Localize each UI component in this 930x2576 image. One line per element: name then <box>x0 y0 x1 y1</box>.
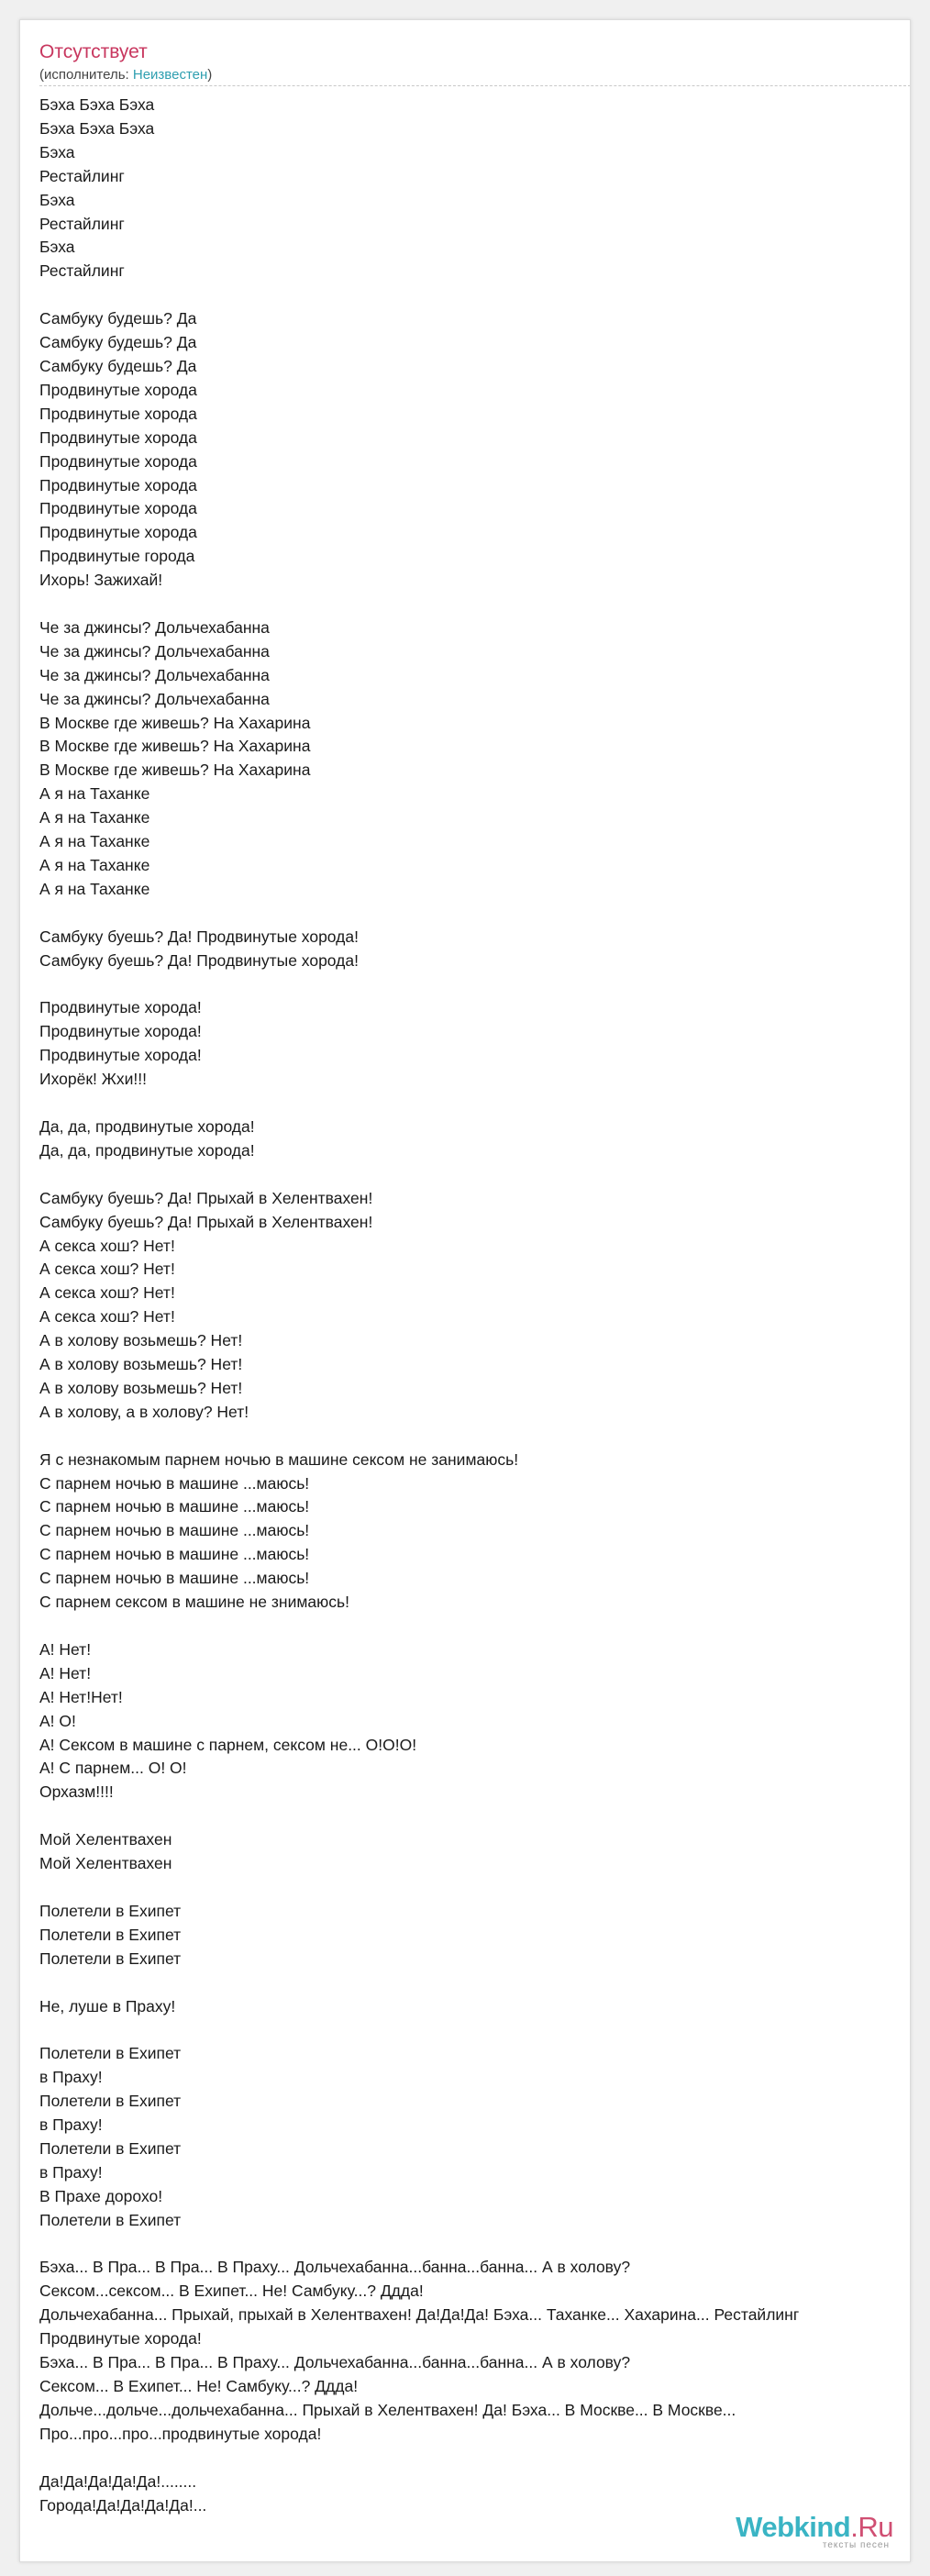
lyrics-line: Самбуку будешь? Да <box>39 309 197 328</box>
lyrics-line: Рестайлинг <box>39 166 125 185</box>
lyrics-blank-line <box>39 973 911 997</box>
lyrics-line: Самбуку буешь? Да! Продвинутые хорода! <box>39 950 359 970</box>
lyrics-blank-line <box>39 2233 911 2257</box>
lyrics-line: Орхазм!!!! <box>39 1782 114 1802</box>
lyrics-blank-line <box>39 1804 911 1828</box>
lyrics-line: в Праху! <box>39 2115 103 2135</box>
lyrics-line: Ихорь! Зажихай! <box>39 571 163 590</box>
lyrics-line: Бэха... В Пра... В Пра... В Праху... Дольчехабанна...банна...банна... А в холову? <box>39 2258 631 2277</box>
title-divider <box>39 85 911 86</box>
lyrics-line: Самбуку буешь? Да! Прыхай в Хелентвахен! <box>39 1188 373 1207</box>
lyrics-line: Бэха <box>39 238 75 257</box>
lyrics-blank-line <box>39 2018 911 2042</box>
lyrics-line: Полетели в Ехипет <box>39 1949 182 1968</box>
lyrics-line: в Праху! <box>39 2162 103 2182</box>
lyrics-blank-line <box>39 1163 911 1187</box>
lyrics-line: А я на Таханке <box>39 879 150 898</box>
song-card <box>19 19 911 2562</box>
lyrics-line: Че за джинсы? Дольчехабанна <box>39 689 270 708</box>
lyrics-line: Сексом... В Ехипет... Не! Самбуку...? Дддa! <box>39 2377 359 2395</box>
lyrics-line: Продвинутые города <box>39 547 195 566</box>
lyrics-text <box>39 94 911 2517</box>
lyrics-line: Че за джинсы? Дольчехабанна <box>39 641 270 661</box>
lyrics-line: Дольче...дольче...дольчехабанна... Прыхай в Хелентвахен! Да! Бэха... В Москве... В Москве... <box>39 2400 736 2419</box>
lyrics-line: С парнем ночью в машине ...маюсь! <box>39 1569 310 1588</box>
lyrics-line: Да, да, продвинутые хорода! <box>39 1116 255 1136</box>
artist-link[interactable]: Неизвестен <box>132 67 208 83</box>
lyrics-line: А я на Таханке <box>39 832 150 851</box>
lyrics-line: А секса хош? Нет! <box>39 1307 175 1327</box>
lyrics-line: В Москве где живешь? На Хахарина <box>39 761 311 780</box>
lyrics-line: А в холову, а в холову? Нет! <box>39 1402 249 1421</box>
logo-tagline: тексты песен <box>822 2540 890 2550</box>
lyrics-line: А! Нет! <box>39 1663 92 1682</box>
lyrics-line: А! Сексом в машине с парнем, сексом не... О!О!О! <box>39 1735 417 1754</box>
lyrics-blank-line <box>39 593 911 616</box>
lyrics-line: А! О! <box>39 1711 76 1730</box>
artist-line <box>39 67 212 83</box>
lyrics-blank-line <box>39 2447 911 2471</box>
lyrics-line: Не, луше в Праху! <box>39 1996 176 2015</box>
lyrics-line: Мой Хелентвахен <box>39 1830 172 1849</box>
lyrics-line: В Прахе дорохо! <box>39 2186 163 2205</box>
lyrics-line: С парнем ночью в машине ...маюсь! <box>39 1521 310 1540</box>
logo-suffix: .Ru <box>850 2511 893 2543</box>
lyrics-line: А в холову возьмешь? Нет! <box>39 1378 243 1397</box>
lyrics-line: Сексом...сексом... В Ехипет... Не! Самбуку...? Дддa! <box>39 2282 424 2301</box>
lyrics-blank-line <box>39 902 911 926</box>
lyrics-line: Мой Хелентвахен <box>39 1854 172 1873</box>
lyrics-blank-line <box>39 1092 911 1116</box>
lyrics-line: Дольчехабанна... Прыхай, прыхай в Хелентвахен! Да!Да!Да! Бэха... Таханке... Хахарина... Рестайлинг <box>39 2305 800 2325</box>
lyrics-line: Рестайлинг <box>39 214 125 233</box>
lyrics-line: Полетели в Ехипет <box>39 2092 182 2111</box>
lyrics-blank-line <box>39 1425 911 1449</box>
lyrics-line: Рестайлинг <box>39 261 125 281</box>
lyrics-line: А! Нет!Нет! <box>39 1687 123 1706</box>
artist-prefix: (исполнитель: <box>39 67 133 83</box>
lyrics-line: А я на Таханке <box>39 784 150 804</box>
lyrics-line: Полетели в Ехипет <box>39 2044 182 2063</box>
lyrics-line: Я с незнакомым парнем ночью в машине сексом не занимаюсь! <box>39 1449 519 1469</box>
lyrics-line: Ихорёк! Жхи!!! <box>39 1070 147 1089</box>
lyrics-line: Продвинутые хорода <box>39 427 197 447</box>
lyrics-line: В Москве где живешь? На Хахарина <box>39 713 311 732</box>
lyrics-line: Продвинутые хорода <box>39 404 197 423</box>
lyrics-line: Бэха <box>39 190 75 209</box>
artist-suffix: ) <box>207 67 213 83</box>
lyrics-line: А я на Таханке <box>39 808 150 827</box>
lyrics-line: Бэха... В Пра... В Пра... В Праху... Дольчехабанна...банна...банна... А в холову? <box>39 2353 631 2372</box>
lyrics-line: Продвинутые хорода <box>39 499 197 518</box>
lyrics-line: А секса хош? Нет! <box>39 1260 175 1279</box>
lyrics-line: Да, да, продвинутые хорода! <box>39 1140 255 1160</box>
lyrics-line: Города!Да!Да!Да!Да!... <box>39 2495 207 2515</box>
lyrics-line: Да!Да!Да!Да!Да!........ <box>39 2471 197 2491</box>
logo-main-text: Webkind <box>736 2511 851 2543</box>
lyrics-line: в Праху! <box>39 2068 103 2087</box>
lyrics-line: А! С парнем... О! О! <box>39 1759 187 1778</box>
lyrics-line: С парнем ночью в машине ...маюсь! <box>39 1545 310 1564</box>
lyrics-line: Продвинутые хорода <box>39 380 197 399</box>
lyrics-line: Че за джинсы? Дольчехабанна <box>39 617 270 637</box>
lyrics-line: Че за джинсы? Дольчехабанна <box>39 665 270 684</box>
lyrics-line: Бэха <box>39 142 75 161</box>
logo-wordmark <box>736 2513 893 2542</box>
lyrics-line: Бэха Бэха Бэха <box>39 118 155 138</box>
site-logo[interactable] <box>736 2513 893 2550</box>
lyrics-line: Самбуку буешь? Да! Прыхай в Хелентвахен! <box>39 1212 373 1231</box>
lyrics-line: Продвинутые хорода <box>39 475 197 494</box>
lyrics-blank-line <box>39 1615 911 1638</box>
lyrics-line: Продвинутые хорода <box>39 523 197 542</box>
lyrics-line: Продвинутые хорода! <box>39 1022 202 1041</box>
song-title: Отсутствует <box>39 41 148 62</box>
lyrics-line: С парнем ночью в машине ...маюсь! <box>39 1473 310 1493</box>
lyrics-line: В Москве где живешь? На Хахарина <box>39 737 311 756</box>
lyrics-line: А секса хош? Нет! <box>39 1236 175 1255</box>
lyrics-line: Полетели в Ехипет <box>39 1925 182 1944</box>
lyrics-line: А! Нет! <box>39 1639 92 1659</box>
lyrics-line: Про...про...про...продвинутые хорода! <box>39 2424 322 2443</box>
lyrics-line: С парнем ночью в машине ...маюсь! <box>39 1497 310 1516</box>
lyrics-blank-line <box>39 1876 911 1900</box>
lyrics-line: Продвинутые хорода! <box>39 2329 202 2348</box>
lyrics-line: Полетели в Ехипет <box>39 1901 182 1920</box>
lyrics-line: Самбуку будешь? Да <box>39 333 197 352</box>
lyrics-line: Продвинутые хорода <box>39 451 197 471</box>
lyrics-line: Самбуку будешь? Да <box>39 356 197 375</box>
lyrics-line: А в холову возьмешь? Нет! <box>39 1331 243 1350</box>
lyrics-line: Самбуку буешь? Да! Продвинутые хорода! <box>39 927 359 946</box>
lyrics-blank-line <box>39 283 911 307</box>
lyrics-line: А секса хош? Нет! <box>39 1283 175 1303</box>
lyrics-line: Продвинутые хорода! <box>39 998 202 1017</box>
lyrics-line: А я на Таханке <box>39 856 150 874</box>
lyrics-line: Бэха Бэха Бэха <box>39 95 155 114</box>
lyrics-blank-line <box>39 1971 911 1995</box>
lyrics-line: Полетели в Ехипет <box>39 2210 182 2229</box>
lyrics-line: Полетели в Ехипет <box>39 2138 182 2158</box>
lyrics-line: А в холову возьмешь? Нет! <box>39 1355 243 1374</box>
lyrics-line: С парнем сексом в машине не знимаюсь! <box>39 1593 349 1612</box>
lyrics-line: Продвинутые хорода! <box>39 1046 202 1065</box>
